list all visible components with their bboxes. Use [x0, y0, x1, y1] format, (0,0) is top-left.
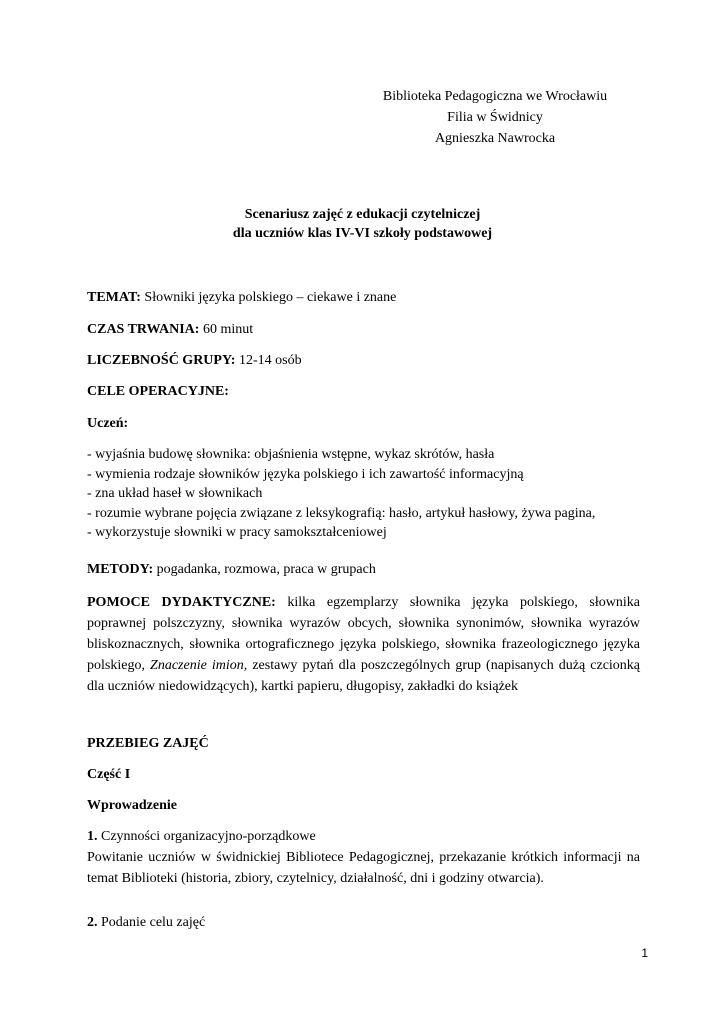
przebieg-heading [87, 734, 209, 754]
punkt-1-title-line [87, 826, 640, 847]
author-name: Agnieszka Nawrocka [434, 131, 556, 146]
punkt-2-number: 2. [87, 915, 98, 930]
liczebnosc-row [87, 351, 302, 371]
title-line-2: dla uczniów klas IV-VI szkoły podstawowej [232, 226, 493, 241]
list-item: - wykorzystuje słowniki w pracy samokształceniowej [87, 523, 595, 543]
uczen-label: Uczeń: [87, 416, 129, 431]
czesc-label: Część I [87, 767, 131, 782]
page-number: 1 [641, 946, 648, 960]
list-item: - zna układ haseł w słownikach [87, 484, 595, 504]
title-line-1: Scenariusz zajęć z edukacji czytelniczej [244, 207, 481, 222]
metody-row [87, 560, 376, 580]
pomoce-label: POMOCE DYDAKTYCZNE: [87, 595, 276, 610]
cele-label: CELE OPERACYJNE: [87, 384, 229, 399]
metody-value: pogadanka, rozmowa, praca w grupach [156, 562, 376, 577]
temat-label: TEMAT: [87, 290, 141, 305]
uczen-heading [87, 414, 128, 434]
przebieg-label: PRZEBIEG ZAJĘĆ [87, 736, 209, 751]
liczebnosc-label: LICZEBNOŚĆ GRUPY: [87, 353, 236, 368]
header-block [330, 86, 660, 149]
punkt-1-number: 1. [87, 829, 98, 844]
punkt-2 [87, 913, 205, 933]
pomoce-italic-title: Znaczenie imion, [150, 658, 248, 673]
czas-value: 60 minut [202, 322, 254, 337]
temat-value: Słowniki języka polskiego – ciekawe i znane [144, 290, 397, 305]
liczebnosc-value: 12-14 osób [238, 353, 302, 368]
list-item: - wyjaśnia budowę słownika: objaśnienia wstępne, wykaz skrótów, hasła [87, 445, 595, 465]
cele-heading [87, 382, 229, 402]
pomoce-text-before: kilka egzemplarzy słownika języka polskiego, słownika poprawnej polszczyzny, słownika wyrazów obcych, słownika synonimów, słownika wyrazów bliskoznacznych, słownika ortograficznego języka polskiego, słownika frazeologicznego języka polskiego, [87, 595, 640, 673]
punkt-2-title: Podanie celu zajęć [101, 915, 206, 930]
pomoce-text-after: zestawy pytań dla poszczególnych grup (napisanych dużą czcionką dla uczniów niedowidzących), kartki papieru, długopisy, zakładki do książek [87, 658, 641, 694]
czas-row [87, 320, 253, 340]
punkt-1 [87, 826, 640, 889]
punkt-1-text: Powitanie uczniów w świdnickiej Bibliotece Pedagogicznej, przekazanie krótkich informacji na temat Biblioteki (historia, zbiory, czytelnicy, działalność, dni i godziny otwarcia). [87, 850, 640, 886]
list-item: - rozumie wybrane pojęcia związane z leksykografią: hasło, artykuł hasłowy, żywa pagina, [87, 504, 595, 524]
temat-row [87, 288, 396, 308]
czesc-heading [87, 765, 130, 785]
punkt-1-title: Czynności organizacyjno-porządkowe [101, 829, 316, 844]
institution-name: Biblioteka Pedagogiczna we Wrocławiu [382, 89, 608, 104]
metody-label: METODY: [87, 562, 154, 577]
wprowadzenie-label: Wprowadzenie [87, 798, 177, 813]
objectives-list [87, 445, 595, 543]
wprowadzenie-heading [87, 796, 177, 816]
branch-name: Filia w Świdnicy [447, 110, 543, 125]
list-item: - wymienia rodzaje słowników języka polskiego i ich zawartość informacyjną [87, 465, 595, 485]
document-title [0, 205, 725, 243]
czas-label: CZAS TRWANIA: [87, 322, 200, 337]
pomoce-paragraph [87, 592, 640, 697]
